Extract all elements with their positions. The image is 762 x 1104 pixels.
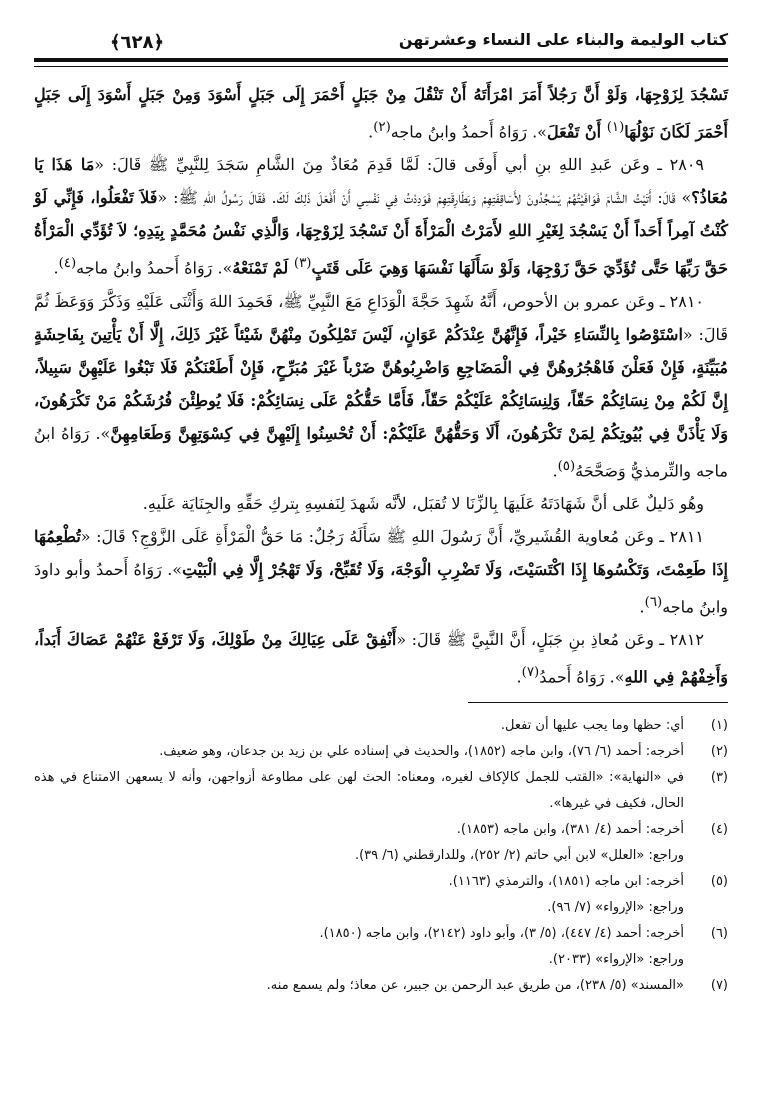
punctuation: .: [552, 460, 558, 480]
footnote-text: وراجع: «الإرواء» (٢٠٣٣).: [548, 951, 684, 967]
footnote-separator: [468, 702, 728, 703]
hadith-text: لَمْ تَمْنَعْهُ: [232, 258, 294, 278]
narration-text: ٢٨١٢ ـ وعَن مُعاذِ بنِ جَبَلٍ، أَنَّ النَّبِيَّ ﷺ قَالَ: «: [396, 630, 704, 650]
footnote-text: أخرجه: أحمد (٦/ ٧٦)، وابن ماجه (١٨٥٢)، والحديث في إسناده علي بن زيد بن جدعان، وهو ضعيف.: [159, 743, 684, 759]
punctuation: .: [368, 122, 374, 142]
footnote: [34, 973, 728, 999]
footnote: [34, 713, 728, 739]
hadith-text: فَلاَ تَفْعَلُوا، فَإِنِّي لَوْ كُنْتُ آمِراً أَحَداً أَنْ يَسْجُدَ لِغَيْرِ اللهِ لأَمَرْتُ الْمَرْأَةَ أَنْ تَسْجُدَ لِزَوْجِهَا، وَالَّذِي نَفْسُ مُحَمَّدٍ بِيَدِهِ؛ لاَ تُؤَدِّي الْمَرْأَةُ حَقَّ رَبِّهَا حَتَّى تُؤَدِّيَ حَقَّ زَوْجِهَا، وَلَوْ سَأَلَهَا نَفْسَهَا وَهِيَ عَلَى قَتَبٍ: [34, 188, 728, 278]
footnote-number: (٣): [710, 769, 728, 785]
footnote-number: [684, 947, 728, 973]
footnote-number: (٢): [710, 743, 728, 759]
hadith-text: أَنْ تَفْعَلَ: [546, 122, 607, 142]
hadith-text: أَنْفِقْ عَلَى عِيَالِكَ مِنْ طَوْلِكَ، وَلَا تَرْفَعْ عَنْهُمْ عَصَاكَ أَبَداً، وَأَخِفْهُمْ فِي اللهِ: [34, 630, 728, 687]
page-header: [34, 28, 728, 72]
hadith-text: مَا هَذَا يَا مُعَاذُ؟: [34, 155, 729, 208]
paragraph-continuation: [34, 78, 728, 148]
footnote-number: (١): [710, 717, 728, 733]
footnote-text: «المسند» (٥/ ٢٣٨)، من طريق عبد الرحمن بن جبير، عن معاذ؛ ولم يسمع منه.: [266, 977, 684, 993]
narration-text: ». رَوَاهُ أَحمدُ وابنُ ماجه: [390, 122, 547, 142]
hadith-2809: [34, 148, 728, 284]
footnote-ref: (٦): [644, 594, 663, 610]
narration-text: » قَالَ: أَتَيْتُ الشَّامَ فَوَافَيْتُهُمْ يَسْجُدُونَ لأَسَاقِفَتِهِمْ وَبَطَارِقَتِهِمْ فَوَدِدْتُ فِي نَفْسِي أَنْ أَفْعَلَ ذَلِكَ لَكَ. فَقَالَ رَسُولُ اللهِ ﷺ: «: [157, 188, 692, 208]
narration-text: ٢٨١١ ـ وعَن مُعاوية القُشَيريِّ، أَنَّ رَسُولَ اللهِ ﷺ سَأَلَهُ رَجُلٌ: مَا حَقُّ الْمَرْأَةِ عَلَى الزَّوْجِ؟ قَالَ: «: [80, 526, 704, 546]
narration-text: ». رَوَاهُ أَحمدُ: [539, 667, 625, 687]
hadith-2810: [34, 285, 728, 487]
footnote-number: (٤): [710, 821, 728, 837]
hadith-2811: [34, 520, 728, 623]
narration-text: ». رَوَاهُ أَحمدُ وابنُ ماجه: [76, 258, 233, 278]
footnote: [34, 869, 728, 895]
footnote: [34, 765, 728, 817]
narration-text: ٢٨١٠ ـ وعَن عمرو بن الأحوص، أَنَّهُ شَهِدَ حَجَّةَ الْوَدَاعِ مَعَ النَّبِيِّ ﷺ، فَحَمِدَ اللهَ وَأَثْنَى عَلَيْهِ وَذَكَّرَ وَوَعَظَ ثُمَّ قَالَ: «: [34, 291, 728, 344]
footnote: [34, 921, 728, 947]
footnote-ref: (٧): [521, 665, 540, 681]
hadith-text: اسْتَوْصُوا بِالنِّسَاءِ خَيْراً، فَإِنَّهُنَّ عِنْدَكُمْ عَوَانٍ، لَيْسَ تَمْلِكُونَ مِنْهُنَّ شَيْئاً غَيْرَ ذَلِكَ، إِلَّا أَنْ يَأْتِينَ بِفَاحِشَةٍ مُبَيِّنَةٍ، فَإِنْ فَعَلْنَ فَاهْجُرُوهُنَّ فِي الْمَضَاجِعِ وَاضْرِبُوهُنَّ ضَرْباً غَيْرَ مُبَرِّحٍ، فَإِنْ أَطَعْنَكُمْ فَلَا تَبْغُوا عَلَيْهِنَّ سَبِيلاً، إِنَّ لَكُمْ مِنْ نِسَائِكُمْ حَقّاً، وَلِنِسَائِكُمْ عَلَيْكُمْ حَقّاً، فَأَمَّا حَقُّكُمْ عَلَى نِسَائِكُمْ: فَلَا يُوطِئْنَ فُرُشَكُمْ مَنْ تَكْرَهُونَ، وَلَا يَأْذَنَّ فِي بُيُوتِكُمْ لِمَنْ تَكْرَهُونَ، أَلَا وَحَقُّهُنَّ عَلَيْكُمْ: أَنْ تُحْسِنُوا إِلَيْهِنَّ فِي كِسْوَتِهِنَّ وَطَعَامِهِنَّ: [34, 324, 729, 443]
footnote-text: وراجع: «العلل» لابن أبي حاتم (٢/ ٢٥٢)، وللدارقطني (٦/ ٣٩).: [354, 847, 684, 863]
footnote: [34, 817, 728, 843]
footnote-text: أخرجه: ابن ماجه (١٨٥١)، والترمذي (١١٦٣).: [448, 873, 684, 889]
footnote-text: أي: حظها وما يجب عليها أن تفعل.: [500, 717, 684, 733]
footnote: [34, 843, 728, 869]
header-rule-thin: [34, 66, 728, 67]
footnotes: [34, 713, 728, 999]
page-number-value: ٦٢٨: [120, 32, 154, 53]
footnote-ref: (١): [606, 120, 625, 135]
footnote-number: (٧): [710, 977, 728, 993]
footnote: [34, 895, 728, 921]
punctuation: .: [516, 667, 522, 687]
header-rule: [34, 58, 728, 62]
page-number: ﴿٦٢٨﴾: [110, 32, 165, 53]
footnote-ref: (٤): [58, 256, 77, 272]
footnote-ref: (٥): [557, 458, 576, 474]
hadith-text: تَسْجُدَ لِزَوْجِهَا، وَلَوْ أَنَّ رَجُلاً أَمَرَ امْرَأَتَهُ أَنْ تَنْقُلَ مِنْ جَبَلٍ أَحْمَرَ إِلَى جَبَلٍ أَسْوَدَ وَمِنْ جَبَلٍ أَسْوَدَ إِلَى جَبَلٍ أَحْمَرَ لَكَانَ نَوْلُهَا: [34, 85, 728, 142]
punctuation: .: [53, 258, 59, 278]
narration-text: ». رَوَاهُ أَحمدُ وأبو داودَ وابنُ ماجه: [34, 559, 728, 617]
footnote-text: وراجع: «الإرواء» (٧/ ٩٦).: [547, 899, 684, 915]
main-text: [34, 78, 728, 694]
footnote-number: [684, 895, 728, 921]
footnote-text: في «النهاية»: «القتب للجمل كالإكاف لغيره، ومعناه: الحث لهن على مطاوعة أزواجهن، وأنه لا يسعهن الامتناع في هذه الحال، فكيف في غيرها».: [34, 769, 684, 811]
hadith-text: تُطْعِمُهَا إِذَا طَعِمْتَ، وَتَكْسُوهَا إِذَا اكْتَسَيْتَ، وَلَا تَضْرِبِ الْوَجْهَ، وَلَا تُقَبِّحْ، وَلَا تَهْجُرْ إِلَّا فِي الْبَيْتِ: [34, 526, 729, 579]
footnote: [34, 947, 728, 973]
footnote-text: أخرجه: أحمد (٤/ ٣٨١)، وابن ماجه (١٨٥٣).: [456, 821, 684, 837]
footnote-ref: (٢): [373, 120, 391, 135]
narration-text: ٢٨٠٩ ـ وعَن عَبدِ اللهِ بنِ أبي أَوفَى قالَ: لَمَّا قَدِمَ مُعَاذٌ مِنَ الشَّامِ سَجَدَ لِلنَّبِيِّ ﷺ قَالَ: «: [94, 155, 704, 175]
footnote-text: أخرجه: أحمد (٤/ ٤٤٧)، (٥/ ٣)، وأبو داود (٢١٤٢)، وابن ماجه (١٨٥٠).: [319, 925, 684, 941]
hadith-2812: [34, 623, 728, 693]
chapter-title: كتاب الوليمة والبناء على النساء وعشرتهن: [398, 30, 728, 49]
narration-text: ». رَوَاهُ ابنُ ماجه والتِّرمذيُّ وَصَحَّحَهُ: [34, 423, 728, 480]
commentary: وهُو دَليلٌ عَلى أنَّ شَهَادَتَهُ عَلَيهَا بِالزِّنَا لا تُقبَل، لأنَّه شَهدَ لِنَفسِهِ بِتركِ حَقِّهِ والجِنَايَة عَلَيهِ.: [142, 493, 704, 513]
footnote-number: (٦): [710, 925, 728, 941]
footnote-number: [684, 843, 728, 869]
footnote-number: (٥): [710, 873, 728, 889]
footnote: [34, 739, 728, 765]
punctuation: .: [639, 597, 645, 617]
footnote-ref: (٣): [293, 256, 312, 272]
